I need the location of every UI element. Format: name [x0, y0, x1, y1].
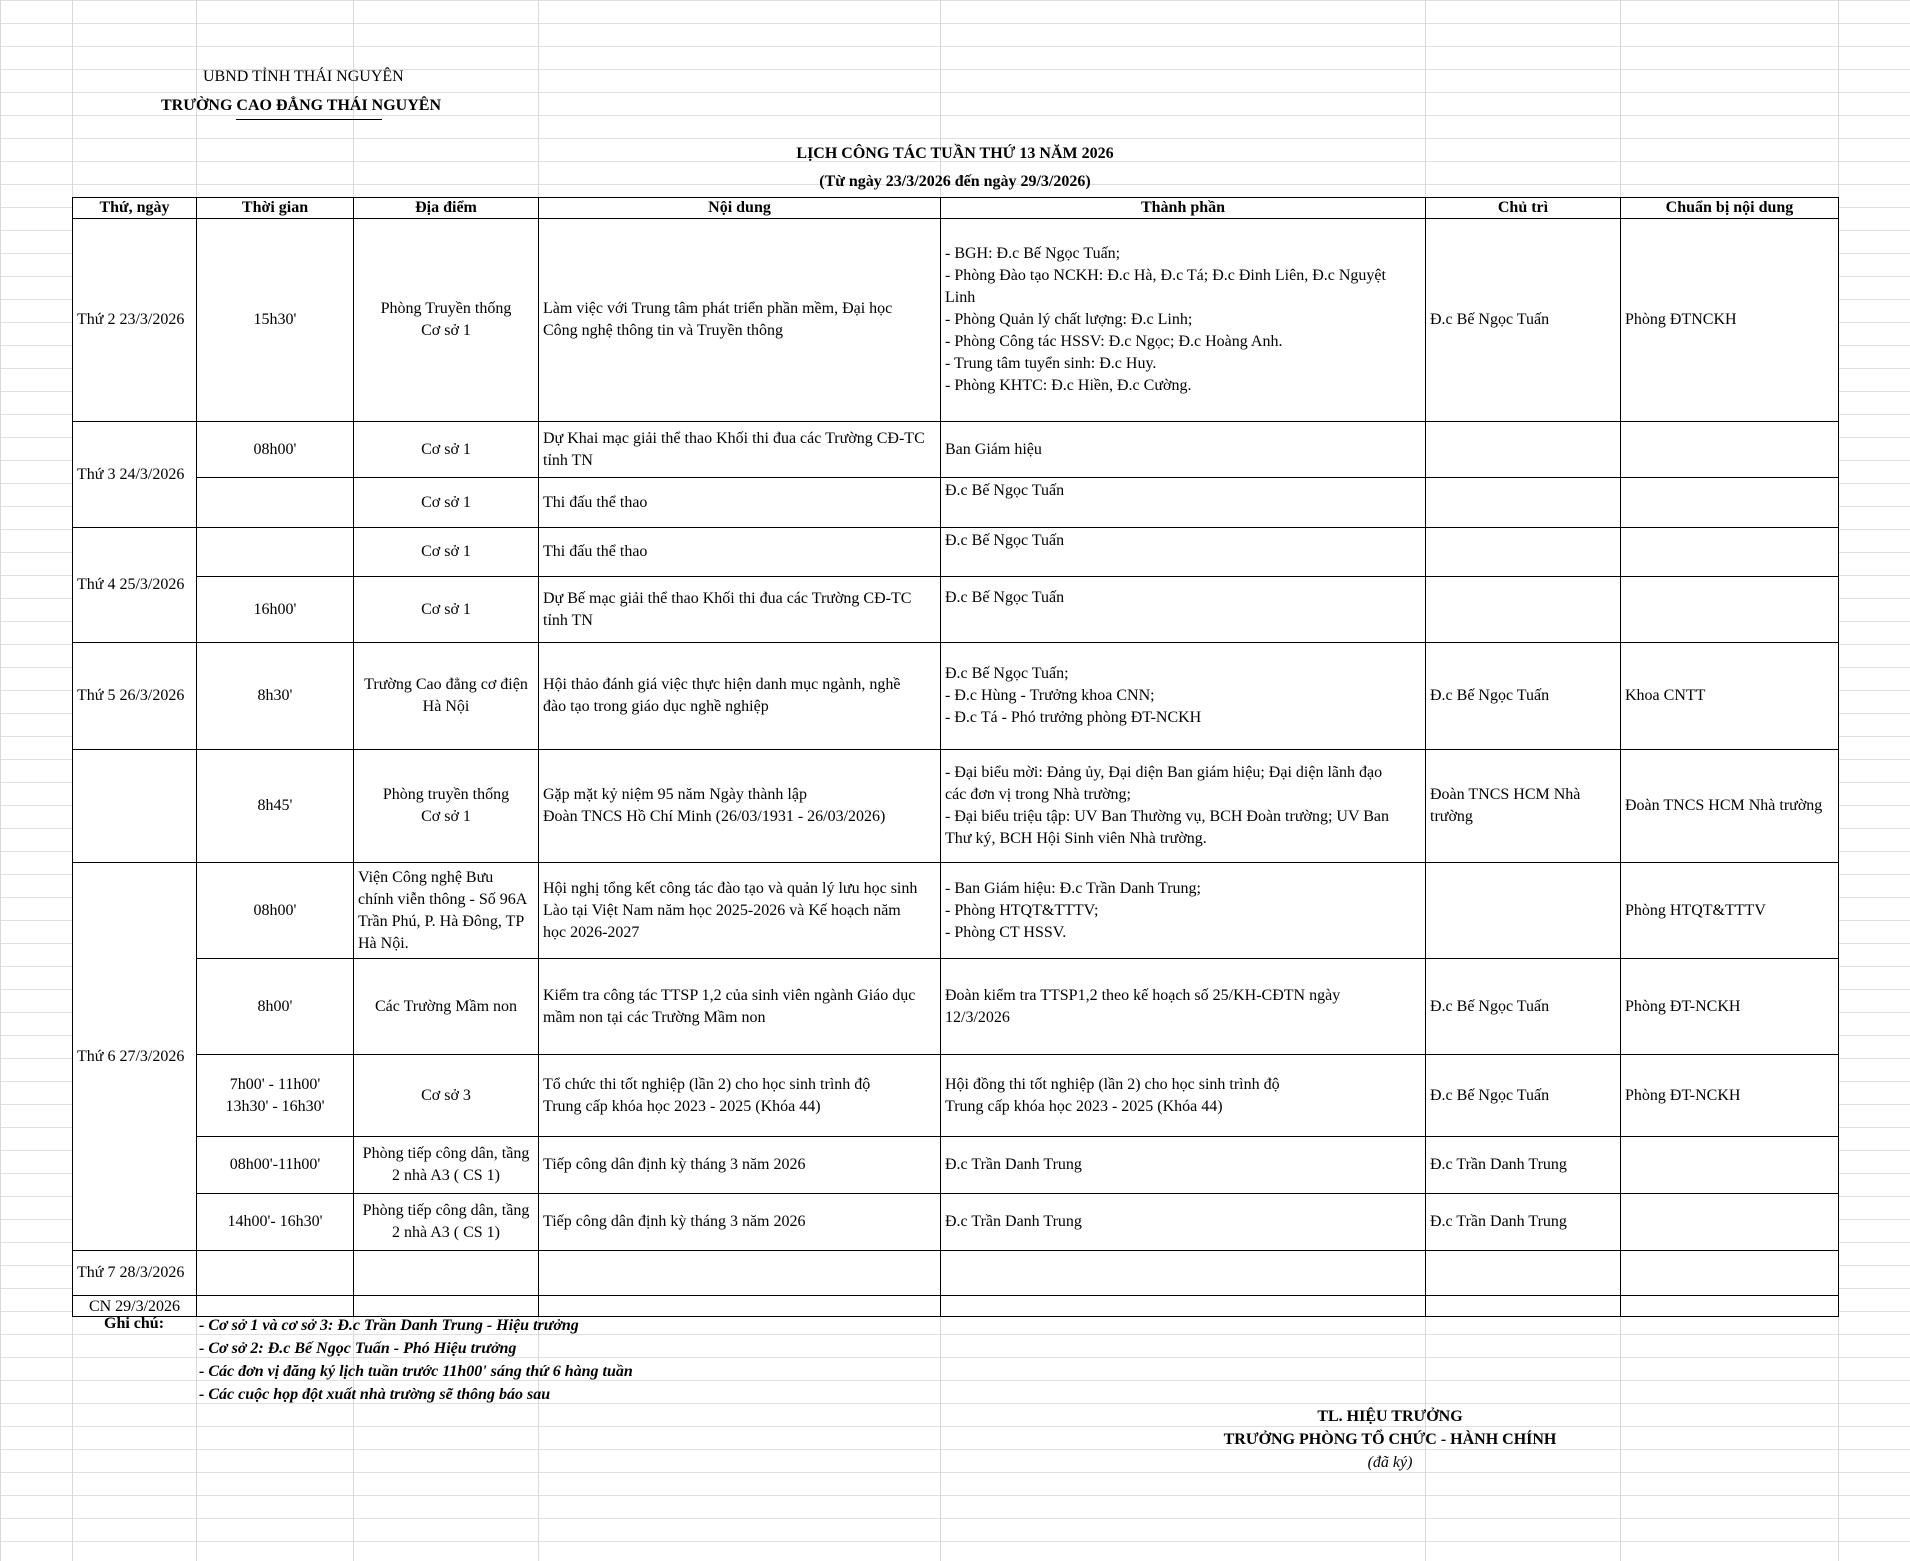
time-line: 13h30' - 16h30' — [225, 1097, 325, 1115]
empty-cell — [539, 1296, 941, 1317]
members-cell — [941, 863, 1426, 959]
chair-line: Đoàn TNCS HCM Nhà — [1430, 786, 1581, 803]
content-cell — [539, 219, 941, 422]
signature-title: TL. HIỆU TRƯỞNG — [1317, 1408, 1463, 1425]
content-line: tỉnh TN — [543, 611, 593, 629]
members-line: - Phòng Quản lý chất lượng: Đ.c Linh; — [945, 311, 1193, 328]
content-line: Gặp mặt kỷ niệm 95 năm Ngày thành lập — [543, 786, 807, 803]
prep-cell — [1621, 478, 1839, 528]
members-cell — [941, 750, 1426, 863]
members-cell — [941, 219, 1426, 422]
content-cell: Thi đấu thể thao — [539, 528, 941, 577]
empty-cell — [354, 1296, 539, 1317]
time-cell — [197, 528, 354, 577]
place-line: Hà Nội. — [358, 934, 409, 952]
time-cell: 8h30' — [197, 643, 354, 750]
empty-cell — [1621, 1251, 1839, 1296]
time-cell: 08h00' — [197, 422, 354, 478]
chair-line: trường — [1430, 808, 1473, 825]
members-line: - Phòng Đào tạo NCKH: Đ.c Hà, Đ.c Tá; Đ.c Đinh Liên, Đ.c Nguyệt — [945, 267, 1386, 284]
place-line: Phòng truyền thống — [382, 786, 510, 803]
empty-cell — [1621, 1296, 1839, 1317]
chair-cell — [1426, 478, 1621, 528]
note-item: - Các cuộc họp đột xuất nhà trường sẽ thông báo sau — [199, 1386, 551, 1403]
content-cell — [539, 643, 941, 750]
members-line: Linh — [945, 289, 976, 306]
table-row — [73, 1296, 1839, 1317]
content-line: Đoàn TNCS Hồ Chí Minh (26/03/1931 - 26/03/2026) — [543, 808, 886, 825]
chair-cell: Đ.c Bế Ngọc Tuấn — [1426, 219, 1621, 422]
members-line: - Phòng Công tác HSSV: Đ.c Ngọc; Đ.c Hoàng Anh. — [945, 333, 1283, 350]
place-cell: Các Trường Mầm non — [354, 959, 539, 1055]
empty-cell — [197, 1296, 354, 1317]
content-line: Dự Khai mạc giải thể thao Khối thi đua các Trường CĐ-TC — [543, 429, 925, 447]
content-line: mầm non tại các Trường Mầm non — [543, 1008, 766, 1026]
members-line: - Đ.c Hùng - Trưởng khoa CNN; — [945, 687, 1155, 704]
place-line: Cơ sở 1 — [421, 322, 471, 339]
chair-cell: Đ.c Bế Ngọc Tuấn — [1426, 1055, 1621, 1137]
col-header-place: Địa điểm — [354, 198, 539, 219]
content-cell: Thi đấu thể thao — [539, 478, 941, 528]
time-cell: 14h00'- 16h30' — [197, 1194, 354, 1251]
place-line: chính viễn thông - Số 96A — [358, 890, 528, 908]
chair-cell: Đ.c Bế Ngọc Tuấn — [1426, 643, 1621, 750]
members-cell: Đ.c Bế Ngọc Tuấn — [941, 577, 1426, 643]
col-header-prep: Chuẩn bị nội dung — [1621, 198, 1839, 219]
members-line: - Phòng KHTC: Đ.c Hiền, Đ.c Cường. — [945, 377, 1192, 394]
place-line: Phòng tiếp công dân, tầng — [362, 1145, 530, 1162]
place-line: Phòng tiếp công dân, tầng — [362, 1202, 530, 1219]
org-line-2: TRƯỜNG CAO ĐẲNG THÁI NGUYÊN — [161, 97, 442, 114]
place-line: Phòng Truyền thống — [380, 300, 512, 317]
table-row — [73, 959, 1839, 1055]
chair-cell — [1426, 422, 1621, 478]
prep-cell: Phòng ĐT-NCKH — [1621, 1055, 1839, 1137]
empty-cell — [1426, 1251, 1621, 1296]
place-cell — [354, 1194, 539, 1251]
prep-cell — [1621, 1137, 1839, 1194]
empty-cell — [1426, 1296, 1621, 1317]
content-line: Lào tại Việt Nam năm học 2025-2026 và Kế hoạch năm — [543, 901, 901, 919]
chair-cell — [1426, 863, 1621, 959]
members-cell: Đ.c Trần Danh Trung — [941, 1137, 1426, 1194]
content-cell — [539, 1055, 941, 1137]
members-line: - BGH: Đ.c Bế Ngọc Tuấn; — [945, 245, 1121, 262]
time-cell: 8h00' — [197, 959, 354, 1055]
schedule-table — [72, 197, 1839, 1317]
page-title: LỊCH CÔNG TÁC TUẦN THỨ 13 NĂM 2026 — [796, 145, 1114, 162]
table-row — [73, 528, 1839, 577]
place-cell — [354, 643, 539, 750]
members-line: Hội đồng thi tốt nghiệp (lần 2) cho học sinh trình độ — [945, 1075, 1280, 1093]
members-line: 12/3/2026 — [945, 1008, 1010, 1026]
org-line-1: UBND TỈNH THÁI NGUYÊN — [203, 68, 404, 85]
chair-cell: Đ.c Trần Danh Trung — [1426, 1194, 1621, 1251]
content-line: Kiểm tra công tác TTSP 1,2 của sinh viên ngành Giáo dục — [543, 986, 916, 1004]
members-line: Trung cấp khóa học 2023 - 2025 (Khóa 44) — [945, 1097, 1223, 1115]
table-row — [73, 219, 1839, 422]
table-row — [73, 478, 1839, 528]
prep-cell — [1621, 528, 1839, 577]
table-row — [73, 1251, 1839, 1296]
members-line: - Đại biểu mời: Đảng ủy, Đại diện Ban giám hiệu; Đại diện lãnh đạo — [945, 764, 1383, 781]
content-line: Trung cấp khóa học 2023 - 2025 (Khóa 44) — [543, 1097, 821, 1115]
col-header-chair: Chủ trì — [1426, 198, 1621, 219]
content-line: tỉnh TN — [543, 451, 593, 469]
content-line: đào tạo trong giáo dục nghề nghiệp — [543, 698, 769, 715]
place-line: 2 nhà A3 ( CS 1) — [392, 1167, 500, 1184]
members-cell — [941, 1055, 1426, 1137]
content-line: Hội thảo đánh giá việc thực hiện danh mục ngành, nghề — [543, 676, 901, 693]
members-cell: Đ.c Trần Danh Trung — [941, 1194, 1426, 1251]
prep-cell — [1621, 422, 1839, 478]
signature-status: (đã ký) — [1367, 1454, 1413, 1471]
day-cell: Thứ 5 26/3/2026 — [73, 643, 197, 750]
chair-cell — [1426, 528, 1621, 577]
time-line: 7h00' - 11h00' — [229, 1075, 321, 1093]
page-subtitle: (Từ ngày 23/3/2026 đến ngày 29/3/2026) — [819, 173, 1091, 190]
prep-cell: Phòng HTQT&TTTV — [1621, 863, 1839, 959]
day-cell: Thứ 6 27/3/2026 — [73, 863, 197, 1251]
note-item: - Các đơn vị đăng ký lịch tuần trước 11h00' sáng thứ 6 hàng tuần — [199, 1363, 633, 1380]
header-underline — [236, 119, 382, 120]
content-cell: Tiếp công dân định kỳ tháng 3 năm 2026 — [539, 1137, 941, 1194]
content-cell — [539, 959, 941, 1055]
content-cell — [539, 422, 941, 478]
chair-cell — [1426, 750, 1621, 863]
table-row — [73, 863, 1839, 959]
members-line: - Đại biểu triệu tập: UV Ban Thường vụ, BCH Đoàn trường; UV Ban — [945, 808, 1389, 825]
time-cell — [197, 478, 354, 528]
members-line: - Phòng CT HSSV. — [945, 923, 1067, 941]
table-row — [73, 1137, 1839, 1194]
members-line: - Ban Giám hiệu: Đ.c Trần Danh Trung; — [945, 879, 1201, 897]
time-cell: 16h00' — [197, 577, 354, 643]
empty-cell — [941, 1296, 1426, 1317]
day-cell: Thứ 3 24/3/2026 — [73, 422, 197, 528]
content-line: Tổ chức thi tốt nghiệp (lần 2) cho học sinh trình độ — [543, 1075, 871, 1093]
chair-cell: Đ.c Trần Danh Trung — [1426, 1137, 1621, 1194]
place-cell — [354, 219, 539, 422]
content-line: Hội nghị tổng kết công tác đào tạo và quản lý lưu học sinh — [543, 879, 918, 897]
members-cell: Đ.c Bế Ngọc Tuấn — [941, 478, 1426, 528]
prep-cell: Phòng ĐT-NCKH — [1621, 959, 1839, 1055]
members-line: - Phòng HTQT&TTTV; — [945, 901, 1099, 919]
place-line: Hà Nội — [422, 698, 470, 715]
members-line: - Trung tâm tuyển sinh: Đ.c Huy. — [945, 355, 1157, 372]
place-cell: Cơ sở 1 — [354, 577, 539, 643]
table-row — [73, 1055, 1839, 1137]
content-cell — [539, 863, 941, 959]
content-cell — [539, 750, 941, 863]
table-row — [73, 643, 1839, 750]
content-cell — [539, 577, 941, 643]
note-item: - Cơ sở 2: Đ.c Bế Ngọc Tuấn - Phó Hiệu trưởng — [199, 1340, 517, 1357]
prep-cell: Đoàn TNCS HCM Nhà trường — [1621, 750, 1839, 863]
place-line: Trường Cao đẳng cơ điện — [364, 676, 528, 693]
place-cell — [354, 863, 539, 959]
place-cell — [354, 750, 539, 863]
members-line: Đoàn kiểm tra TTSP1,2 theo kế hoạch số 25/KH-CĐTN ngày — [945, 986, 1341, 1004]
empty-cell — [354, 1251, 539, 1296]
day-cell: Thứ 4 25/3/2026 — [73, 528, 197, 643]
members-line: Đ.c Bế Ngọc Tuấn; — [945, 665, 1069, 682]
empty-cell — [539, 1251, 941, 1296]
content-line: Dự Bế mạc giải thể thao Khối thi đua các Trường CĐ-TC — [543, 589, 912, 607]
chair-cell: Đ.c Bế Ngọc Tuấn — [1426, 959, 1621, 1055]
table-row — [73, 750, 1839, 863]
members-line: - Đ.c Tá - Phó trưởng phòng ĐT-NCKH — [945, 709, 1202, 726]
time-cell: 08h00'-11h00' — [197, 1137, 354, 1194]
members-cell: Đ.c Bế Ngọc Tuấn — [941, 528, 1426, 577]
table-row — [73, 577, 1839, 643]
day-cell: CN 29/3/2026 — [73, 1296, 197, 1317]
place-cell — [354, 1137, 539, 1194]
table-row — [73, 422, 1839, 478]
time-cell — [197, 1055, 354, 1137]
time-cell: 8h45' — [197, 750, 354, 863]
content-line: học 2026-2027 — [543, 923, 640, 941]
members-line: Thư ký, BCH Hội Sinh viên Nhà trường. — [945, 830, 1207, 847]
place-cell: Cơ sở 1 — [354, 478, 539, 528]
col-header-content: Nội dung — [539, 198, 941, 219]
place-line: 2 nhà A3 ( CS 1) — [392, 1224, 500, 1241]
place-line: Trần Phú, P. Hà Đông, TP — [358, 912, 525, 930]
content-line: Công nghệ thông tin và Truyền thông — [543, 322, 784, 339]
place-cell: Cơ sở 3 — [354, 1055, 539, 1137]
members-cell — [941, 643, 1426, 750]
place-line: Cơ sở 1 — [421, 808, 471, 825]
table-header-row — [73, 198, 1839, 219]
content-cell: Tiếp công dân định kỳ tháng 3 năm 2026 — [539, 1194, 941, 1251]
notes-label: Ghi chú: — [104, 1315, 165, 1332]
day-cell: Thứ 7 28/3/2026 — [73, 1251, 197, 1296]
empty-cell — [197, 1251, 354, 1296]
prep-cell: Phòng ĐTNCKH — [1621, 219, 1839, 422]
members-cell: Ban Giám hiệu — [941, 422, 1426, 478]
prep-cell — [1621, 577, 1839, 643]
prep-cell: Khoa CNTT — [1621, 643, 1839, 750]
time-cell: 15h30' — [197, 219, 354, 422]
place-cell: Cơ sở 1 — [354, 422, 539, 478]
members-cell — [941, 959, 1426, 1055]
note-item: - Cơ sở 1 và cơ sở 3: Đ.c Trần Danh Trung - Hiệu trưởng — [199, 1317, 579, 1334]
table-row — [73, 1194, 1839, 1251]
signature-position: TRƯỞNG PHÒNG TỔ CHỨC - HÀNH CHÍNH — [1223, 1431, 1557, 1448]
empty-cell — [941, 1251, 1426, 1296]
content-line: Làm việc với Trung tâm phát triển phần mềm, Đại học — [543, 300, 893, 317]
place-cell: Cơ sở 1 — [354, 528, 539, 577]
time-cell: 08h00' — [197, 863, 354, 959]
chair-cell — [1426, 577, 1621, 643]
col-header-time: Thời gian — [197, 198, 354, 219]
members-line: các đơn vị trong Nhà trường; — [945, 786, 1131, 803]
place-line: Viện Công nghệ Bưu — [358, 868, 494, 886]
col-header-members: Thành phần — [941, 198, 1426, 219]
day-cell: Thứ 2 23/3/2026 — [73, 219, 197, 422]
day-cell-empty — [73, 750, 197, 863]
prep-cell — [1621, 1194, 1839, 1251]
col-header-day: Thứ, ngày — [73, 198, 197, 219]
